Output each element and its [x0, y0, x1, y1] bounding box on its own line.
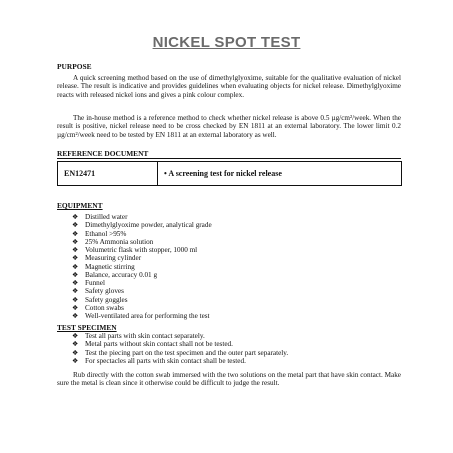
diamond-bullet-icon: ❖: [72, 270, 79, 279]
diamond-bullet-icon: ❖: [72, 295, 79, 304]
list-item-text: 25% Ammonia solution: [85, 237, 154, 246]
list-item: [72, 357, 288, 365]
list-item-text: Safety gloves: [85, 287, 124, 296]
list-item: [72, 304, 212, 312]
reference-description-cell: [158, 169, 282, 178]
equipment-list: [72, 213, 212, 320]
list-item: [72, 230, 212, 238]
diamond-bullet-icon: ❖: [72, 221, 79, 230]
reference-heading-rule: [57, 158, 401, 159]
purpose-paragraph-2: The in-house method is a reference method to check whether nickel release is above 0.5 µg/cm²/week. When the result is positive, nickel release need to be cross checked by EN 1811 at an external laboratory. The lower limit 0.2 µg/cm²/week need to be tested by EN 1811 at an external laboratory as well.: [57, 114, 401, 139]
list-item: [72, 340, 288, 348]
reference-heading: REFERENCE DOCUMENT: [57, 149, 149, 158]
diamond-bullet-icon: ❖: [72, 356, 79, 365]
reference-description: • A screening test for nickel release: [164, 169, 282, 178]
diamond-bullet-icon: ❖: [72, 312, 79, 320]
diamond-bullet-icon: ❖: [72, 279, 79, 287]
list-item-text: For spectacles all parts with skin contact shall be tested.: [85, 356, 246, 365]
list-item: [72, 213, 212, 221]
list-item-text: Ethanol >95%: [85, 229, 127, 238]
purpose-paragraph-1: A quick screening method based on the use of dimethylglyoxime, suitable for the qualitative evaluation of nickel release. The result is indicative and provides guidelines when evaluating objects for nickel release. Dimethylglyoxime reacts with released nickel ions and gives a pink colour complex.: [57, 74, 401, 99]
document-title: NICKEL SPOT TEST: [152, 34, 301, 51]
list-item: [72, 254, 212, 262]
list-item-text: Dimethylglyoxime powder, analytical grade: [85, 221, 212, 230]
list-item: [72, 238, 212, 246]
list-item: [72, 279, 212, 287]
list-item: [72, 349, 288, 357]
list-item: [72, 221, 212, 229]
list-item: [72, 312, 212, 320]
diamond-bullet-icon: ❖: [72, 287, 79, 296]
specimen-list: [72, 332, 288, 365]
list-item-text: Distilled water: [85, 213, 128, 221]
list-item-text: Test the piecing part on the test specimen and the outer part separately.: [85, 348, 289, 357]
list-item-text: Magnetic stirring: [85, 262, 135, 271]
list-item-text: Safety goggles: [85, 295, 128, 304]
list-item-text: Balance, accuracy 0.01 g: [85, 270, 158, 279]
diamond-bullet-icon: ❖: [72, 262, 79, 271]
list-item-text: Metal parts without skin contact shall not be tested.: [85, 340, 233, 349]
diamond-bullet-icon: ❖: [72, 237, 79, 246]
specimen-closing-paragraph: Rub directly with the cotton swab immersed with the two solutions on the metal part that have skin contact. Make sure the metal is clean since it otherwise could be difficult to judge the result.: [57, 371, 401, 388]
list-item-text: Measuring cylinder: [85, 254, 142, 263]
reference-code-cell: [58, 162, 158, 185]
diamond-bullet-icon: ❖: [72, 213, 79, 221]
diamond-bullet-icon: ❖: [72, 303, 79, 312]
list-item: [72, 296, 212, 304]
list-item-text: Test all parts with skin contact separately.: [85, 332, 205, 340]
diamond-bullet-icon: ❖: [72, 254, 79, 263]
list-item: [72, 287, 212, 295]
list-item: [72, 246, 212, 254]
list-item: [72, 332, 288, 340]
diamond-bullet-icon: ❖: [72, 229, 79, 238]
specimen-heading: TEST SPECIMEN: [57, 323, 117, 332]
list-item: [72, 271, 212, 279]
list-item-text: Cotton swabs: [85, 303, 124, 312]
diamond-bullet-icon: ❖: [72, 332, 79, 340]
diamond-bullet-icon: ❖: [72, 348, 79, 357]
diamond-bullet-icon: ❖: [72, 246, 79, 254]
reference-code: EN12471: [64, 169, 96, 178]
list-item-text: Funnel: [85, 279, 105, 287]
reference-table: [57, 161, 402, 186]
list-item: [72, 263, 212, 271]
list-item-text: Volumetric flask with stopper, 1000 ml: [85, 246, 198, 254]
equipment-heading: EQUIPMENT: [57, 201, 103, 210]
diamond-bullet-icon: ❖: [72, 340, 79, 349]
purpose-heading: PURPOSE: [57, 62, 92, 71]
list-item-text: Well-ventilated area for performing the test: [85, 312, 210, 320]
